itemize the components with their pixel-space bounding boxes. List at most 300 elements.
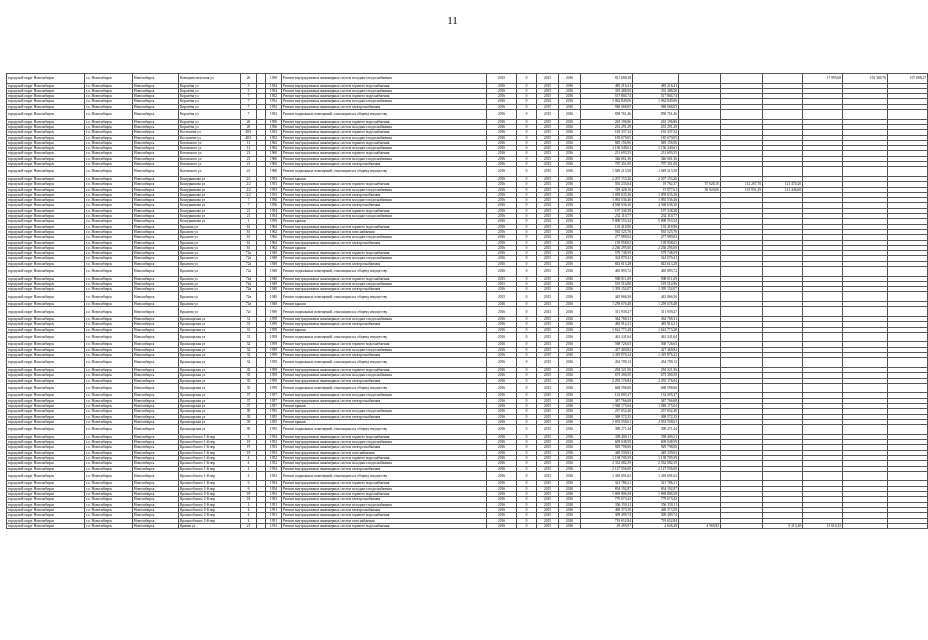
table-cell: 2015	[537, 281, 559, 286]
table-cell: 2016	[487, 471, 517, 481]
table-cell: 1 059 635,36	[633, 192, 679, 197]
table-cell: 19	[241, 445, 257, 450]
table-cell: 0	[517, 119, 537, 124]
table-cell: 2015	[537, 276, 559, 281]
table-cell: Кошурникова ул	[179, 198, 241, 203]
table-cell: 0	[517, 378, 537, 383]
table-cell: 2016	[559, 146, 581, 151]
table-cell: Красноярская ул	[179, 383, 241, 393]
table-cell: 1 418 691,62	[633, 471, 679, 481]
table-cell	[257, 471, 266, 481]
table-cell: г.о. Новосибирск	[85, 110, 133, 120]
table-cell: 1952	[266, 110, 282, 120]
table-cell: 2015	[537, 256, 559, 261]
table-cell: 2016	[487, 110, 517, 120]
table-cell: Красноярская ул	[179, 425, 241, 435]
table-cell: 1957	[266, 393, 282, 398]
table-cell: 2016	[559, 245, 581, 250]
table-cell: Новосибирск	[133, 358, 179, 368]
table-cell: 0	[517, 104, 537, 109]
table-cell: городской округ Новосибирск	[7, 461, 85, 466]
table-cell: 0	[517, 256, 537, 261]
table-cell: 1959	[266, 332, 282, 342]
table-cell: 1953	[266, 450, 282, 455]
table-cell: 72а	[241, 261, 257, 266]
table-cell: 0	[517, 224, 537, 229]
table-cell: г.о. Новосибирск	[85, 307, 133, 317]
table-cell: 35	[241, 367, 257, 372]
table-cell: 0	[517, 327, 537, 332]
table-cell: 465 893,72	[581, 266, 633, 276]
table-cell: 0	[517, 316, 537, 321]
table-cell: Ремонт внутридомовых инженерных систем электроснабжения	[282, 353, 487, 358]
table-cell: 2016	[559, 404, 581, 409]
table-cell: Новосибирск	[133, 518, 179, 523]
table-cell: Ремонт внутридомовых инженерных систем горячего водоснабжения	[282, 140, 487, 145]
table-cell: городской округ Новосибирск	[7, 198, 85, 203]
table-cell: 2015	[537, 245, 559, 250]
table-cell: 1 948 175,04	[633, 404, 679, 409]
table-cell: 2 207 153,26	[633, 176, 679, 181]
table-cell: 2 332 082,59	[633, 461, 679, 466]
table-cell: Новосибирск	[133, 404, 179, 409]
table-cell: 72в	[241, 287, 257, 292]
table-cell: 2015	[537, 393, 559, 398]
table-cell: 0	[517, 466, 537, 471]
table-cell: Кошурникова ул	[179, 203, 241, 208]
table-cell: г.о. Новосибирск	[85, 208, 133, 213]
table-cell: 6	[241, 481, 257, 486]
table-cell: Красноярская ул	[179, 414, 241, 419]
table-cell: Котовского ул	[179, 167, 241, 177]
table-cell: 2016	[559, 419, 581, 424]
table-cell: 0	[517, 347, 537, 352]
table-cell: 4 568 636,36	[633, 203, 679, 208]
table-cell: Краснообского 1-й пер	[179, 445, 241, 450]
table-cell: 1960	[266, 162, 282, 167]
table-cell: Ремонт внутридомовых инженерных систем горячего водоснабжения	[282, 130, 487, 135]
table-cell: 237 652,46	[581, 409, 633, 414]
table-cell: Новосибирск	[133, 99, 179, 104]
table-cell: 324 079,41	[633, 256, 679, 261]
table-cell: 7	[241, 198, 257, 203]
table-row	[7, 307, 928, 317]
table-cell: Кошурникова ул	[179, 176, 241, 181]
table-cell: 2015	[537, 398, 559, 403]
table-cell: 2015	[537, 353, 559, 358]
table-cell	[843, 471, 888, 481]
table-cell: г.о. Новосибирск	[85, 471, 133, 481]
table-cell: 2016	[487, 419, 517, 424]
table-cell: городской округ Новосибирск	[7, 135, 85, 140]
table-cell: 0	[517, 203, 537, 208]
table-cell: городской округ Новосибирск	[7, 409, 85, 414]
table-cell: городской округ Новосибирск	[7, 281, 85, 286]
table-cell: г.о. Новосибирск	[85, 450, 133, 455]
table-cell: г.о. Новосибирск	[85, 176, 133, 181]
table-cell: 434 709,13	[633, 358, 679, 368]
table-cell: 0	[517, 419, 537, 424]
table-cell: 277 989,02	[581, 235, 633, 240]
table-cell: Новосибирск	[133, 492, 179, 497]
table-cell: Ремонт внутридомовых инженерных систем горячего водоснабжения	[282, 513, 487, 518]
table-cell: 4 568 636,36	[581, 203, 633, 208]
table-cell: 18	[241, 497, 257, 502]
table-cell: 2015	[537, 404, 559, 409]
table-cell: городской округ Новосибирск	[7, 450, 85, 455]
table-cell: 1959	[266, 327, 282, 332]
table-cell: 2015	[537, 151, 559, 156]
table-cell: 1962	[266, 229, 282, 234]
table-cell: Крылова ул	[179, 240, 241, 245]
table-cell: г.о. Новосибирск	[85, 332, 133, 342]
table-cell: Ремонт внутридомовых инженерных систем горячего водоснабжения	[282, 251, 487, 256]
table-cell: 1954	[266, 88, 282, 93]
table-cell: 1951	[266, 507, 282, 512]
table-cell: г.о. Новосибирск	[85, 219, 133, 224]
table-cell: 0	[517, 292, 537, 302]
table-cell: Крылова ул	[179, 307, 241, 317]
table-cell: 1959	[266, 378, 282, 383]
table-cell: г.о. Новосибирск	[85, 316, 133, 321]
table-cell: 1952	[266, 94, 282, 99]
table-cell: 1 259 676,48	[633, 302, 679, 307]
table-cell: 1949	[266, 256, 282, 261]
table-cell: 2015	[537, 224, 559, 229]
table-cell: 2016	[487, 342, 517, 347]
table-cell: 57 628,10	[679, 182, 721, 187]
table-cell: 132 695,27	[581, 393, 633, 398]
table-cell	[721, 523, 763, 528]
table-cell	[679, 425, 721, 435]
table-cell: 2016	[487, 307, 517, 317]
table-cell: г.о. Новосибирск	[85, 151, 133, 156]
table-cell: 0	[517, 513, 537, 518]
table-cell: 0	[517, 471, 537, 481]
table-cell: 367 766,68	[633, 398, 679, 403]
table-cell: 0	[517, 409, 537, 414]
table-cell: Новосибирск	[133, 276, 179, 281]
table-cell: 1954	[266, 481, 282, 486]
table-cell: 2015	[537, 287, 559, 292]
table-cell: 1 049 213,58	[581, 167, 633, 177]
table-cell	[803, 307, 843, 317]
table-cell: г.о. Новосибирск	[85, 256, 133, 261]
table-cell: 18	[241, 492, 257, 497]
table-cell: Новосибирск	[133, 419, 179, 424]
table-cell	[763, 425, 803, 435]
table-cell: г.о. Новосибирск	[85, 94, 133, 99]
table-cell: Новосибирск	[133, 434, 179, 439]
table-cell: г.о. Новосибирск	[85, 261, 133, 266]
table-cell	[257, 307, 266, 317]
table-cell: г.о. Новосибирск	[85, 497, 133, 502]
table-cell: Краснообского 1-й пер	[179, 450, 241, 455]
table-cell: 2015	[537, 450, 559, 455]
table-cell: Кошурникова ул	[179, 219, 241, 224]
table-cell	[888, 332, 928, 342]
table-cell: 2016	[559, 287, 581, 292]
table-cell: Котовского ул	[179, 162, 241, 167]
table-cell	[257, 292, 266, 302]
table-cell: 2016	[559, 292, 581, 302]
table-cell: Новосибирск	[133, 240, 179, 245]
table-cell	[763, 358, 803, 368]
table-cell: Новосибирск	[133, 256, 179, 261]
table-cell: 2016	[559, 466, 581, 471]
table-cell: 0	[517, 135, 537, 140]
table-cell: Королёва ул	[179, 88, 241, 93]
table-cell: 152 300,76	[843, 74, 888, 84]
table-cell: 1 069 806,58	[581, 492, 633, 497]
table-cell: 2016	[487, 332, 517, 342]
table-cell: 2 053 558,61	[633, 419, 679, 424]
table-cell: 0	[517, 229, 537, 234]
table-cell: 0	[517, 455, 537, 460]
table-cell: 1962	[266, 224, 282, 229]
table-cell: 2016	[487, 187, 517, 192]
table-cell: 1951	[266, 513, 282, 518]
table-cell: 2015	[537, 187, 559, 192]
table-cell: городской округ Новосибирск	[7, 176, 85, 181]
table-cell: Ремонт подвальных помещений, относящихся к общему имуществу	[282, 292, 487, 302]
table-cell: 2016	[487, 316, 517, 321]
table-cell: 2015	[537, 507, 559, 512]
table-cell: 2015	[537, 523, 559, 528]
table-cell: 1954	[266, 486, 282, 491]
table-cell: Красноярская ул	[179, 347, 241, 352]
table-cell: 2016	[487, 425, 517, 435]
table-cell: 2016	[487, 224, 517, 229]
table-cell: 2016	[487, 455, 517, 460]
table-cell: 1953	[266, 492, 282, 497]
table-cell: г.о. Новосибирск	[85, 287, 133, 292]
table-cell: городской округ Новосибирск	[7, 502, 85, 507]
table-cell: 39	[241, 414, 257, 419]
table-cell: 1 622 773,28	[633, 327, 679, 332]
table-cell: г.о. Новосибирск	[85, 409, 133, 414]
table-cell: 112 267,70	[721, 182, 763, 187]
table-cell: Ремонт внутридомовых инженерных систем холодного водоснабжения	[282, 198, 487, 203]
table-cell: 2015	[537, 518, 559, 523]
table-cell: 0	[517, 414, 537, 419]
table-cell	[763, 292, 803, 302]
table-cell: городской округ Новосибирск	[7, 455, 85, 460]
table-cell: Котовского ул	[179, 140, 241, 145]
table-cell: Ремонт внутридомовых инженерных систем горячего водоснабжения	[282, 367, 487, 372]
table-cell: Ремонт внутридомовых инженерных систем горячего водоснабжения	[282, 94, 487, 99]
table-cell: 367 766,68	[581, 398, 633, 403]
table-cell: Краснообского 2-й пер	[179, 492, 241, 497]
table-cell: 668 598,68	[633, 383, 679, 393]
table-cell: 2015	[537, 316, 559, 321]
table-cell: городской округ Новосибирск	[7, 256, 85, 261]
table-cell: городской округ Новосибирск	[7, 88, 85, 93]
table-cell: 2016	[559, 240, 581, 245]
table-cell: 2016	[487, 104, 517, 109]
table-cell: 2016	[559, 378, 581, 383]
table-cell: 0	[517, 445, 537, 450]
table-cell: г.о. Новосибирск	[85, 281, 133, 286]
table-cell: городской округ Новосибирск	[7, 367, 85, 372]
table-cell: 0	[517, 367, 537, 372]
table-cell: городской округ Новосибирск	[7, 342, 85, 347]
table-cell: Красноярская ул	[179, 316, 241, 321]
table-cell: 72а	[241, 251, 257, 256]
table-cell: 294 321,56	[633, 367, 679, 372]
table-cell: 2016	[487, 124, 517, 129]
table-cell: Новосибирск	[133, 322, 179, 327]
table-cell: 2016	[559, 307, 581, 317]
table-cell: 0	[517, 398, 537, 403]
table-cell: 324 079,41	[581, 256, 633, 261]
table-cell: 2016	[559, 219, 581, 224]
table-cell: Новосибирск	[133, 332, 179, 342]
table-cell: Новосибирск	[133, 192, 179, 197]
table-cell: Ремонт подвальных помещений, относящихся к общему имуществу	[282, 358, 487, 368]
table-cell: Новосибирск	[133, 497, 179, 502]
table-cell: 2015	[537, 130, 559, 135]
table-cell: 461 241,64	[581, 332, 633, 342]
table-cell: Ремонт внутридомовых инженерных систем холодного водоснабжения	[282, 347, 487, 352]
table-cell: 2016	[487, 235, 517, 240]
table-cell: 5 808 553,34	[633, 219, 679, 224]
table-cell: 3	[241, 434, 257, 439]
table-cell: 1952	[266, 466, 282, 471]
table-cell: 2016	[487, 156, 517, 161]
table-row	[7, 383, 928, 393]
table-cell: Королёва ул	[179, 119, 241, 124]
table-cell: 2015	[537, 167, 559, 177]
table-cell: 843 613,28	[581, 261, 633, 266]
table-cell: 1 062 849,06	[581, 99, 633, 104]
table-cell: Ремонт внутридомовых инженерных систем электроснабжения	[282, 398, 487, 403]
table-cell: 2016	[559, 497, 581, 502]
table-cell: 2016	[559, 83, 581, 88]
table-cell: Ремонт крыши	[282, 219, 487, 224]
table-cell: Крылова ул	[179, 256, 241, 261]
table-cell: Ремонт внутридомовых инженерных систем горячего водоснабжения	[282, 208, 487, 213]
table-cell: городской округ Новосибирск	[7, 307, 85, 317]
table-cell: Новосибирск	[133, 219, 179, 224]
table-cell: 1957	[266, 404, 282, 409]
table-cell: 1962	[266, 140, 282, 145]
table-cell: 427 469,82	[581, 347, 633, 352]
table-cell	[721, 425, 763, 435]
table-cell: 5 808 553,34	[581, 219, 633, 224]
table-cell: г.о. Новосибирск	[85, 481, 133, 486]
table-cell: 7	[241, 99, 257, 104]
table-cell: 1954	[266, 83, 282, 88]
table-cell: 1958	[266, 74, 282, 84]
table-cell: 483 914,21	[633, 322, 679, 327]
table-cell	[843, 425, 888, 435]
table-cell	[257, 358, 266, 368]
table-cell: 2016	[559, 135, 581, 140]
table-cell: 19	[241, 450, 257, 455]
table-cell	[888, 110, 928, 120]
table-cell: 2 293 176,84	[633, 378, 679, 383]
table-cell: Ремонт внутридомовых инженерных систем электроснабжения	[282, 497, 487, 502]
table-cell	[843, 307, 888, 317]
table-cell: Ремонт подвальных помещений, относящихся к общему имуществу	[282, 383, 487, 393]
table-cell: Ремонт внутридомовых инженерных систем электроснабжения	[282, 192, 487, 197]
table-cell: 2015	[537, 502, 559, 507]
table-cell: Красноярская ул	[179, 353, 241, 358]
table-cell: городской округ Новосибирск	[7, 235, 85, 240]
table-cell: Новосибирск	[133, 130, 179, 135]
table-cell: 2015	[537, 182, 559, 187]
table-cell	[803, 110, 843, 120]
table-cell: 2015	[537, 229, 559, 234]
table-cell: 2016	[487, 302, 517, 307]
table-cell: 434 709,13	[581, 358, 633, 368]
table-cell: г.о. Новосибирск	[85, 192, 133, 197]
table-cell: Крылова ул	[179, 276, 241, 281]
table-cell: Краснообского 1-й пер	[179, 434, 241, 439]
table-cell: 2016	[487, 440, 517, 445]
table-cell: 2015	[537, 240, 559, 245]
table-cell: городской округ Новосибирск	[7, 332, 85, 342]
table-cell: 7	[241, 110, 257, 120]
table-cell: 2015	[537, 198, 559, 203]
table-cell: 294 321,56	[581, 367, 633, 372]
table-cell: 465 893,72	[633, 266, 679, 276]
table-row	[7, 292, 928, 302]
table-cell: 2016	[487, 518, 517, 523]
table-cell: 2016	[487, 466, 517, 471]
table-cell: 858 761,46	[633, 110, 679, 120]
table-cell: г.о. Новосибирск	[85, 373, 133, 378]
table-cell: 369 572,35	[581, 414, 633, 419]
table-cell: 355 488,56	[581, 88, 633, 93]
table-cell: Краснообского 1-й пер	[179, 471, 241, 481]
table-cell: г.о. Новосибирск	[85, 302, 133, 307]
table-cell: 61	[241, 245, 257, 250]
table-cell: Котовского ул	[179, 146, 241, 151]
table-cell: Ремонт крыши	[282, 404, 487, 409]
table-cell: 2016	[559, 214, 581, 219]
table-cell: 1959	[266, 316, 282, 321]
table-cell: 0	[517, 383, 537, 393]
table-cell: 0	[517, 307, 537, 317]
table-cell: 2016	[487, 434, 517, 439]
table-cell: 1959	[266, 347, 282, 352]
table-cell: Новосибирск	[133, 224, 179, 229]
table-cell: г.о. Новосибирск	[85, 353, 133, 358]
table-cell: 21	[241, 167, 257, 177]
table-cell: 0	[517, 88, 537, 93]
table-cell: 2015	[537, 383, 559, 393]
table-cell: Красноярская ул	[179, 398, 241, 403]
table-cell: г.о. Новосибирск	[85, 235, 133, 240]
table-cell: г.о. Новосибирск	[85, 440, 133, 445]
table-cell: городской округ Новосибирск	[7, 513, 85, 518]
table-cell: 675 390,50	[581, 373, 633, 378]
table-cell: 2016	[559, 327, 581, 332]
table-cell: 1 156 349,61	[581, 146, 633, 151]
table-cell: Ремонт внутридомовых инженерных систем электроснабжения	[282, 414, 487, 419]
table-cell: 197 338,38	[633, 208, 679, 213]
table-cell: 2 127 556,00	[633, 466, 679, 471]
table-cell: 4	[241, 518, 257, 523]
table-cell: 0	[517, 302, 537, 307]
table-cell: 2 053 558,61	[581, 419, 633, 424]
table-cell: 263 196,86	[581, 119, 633, 124]
table-cell: Ремонт внутридомовых инженерных систем газоснабжения	[282, 229, 487, 234]
table-cell: 2015	[537, 486, 559, 491]
table-cell: 4	[241, 502, 257, 507]
